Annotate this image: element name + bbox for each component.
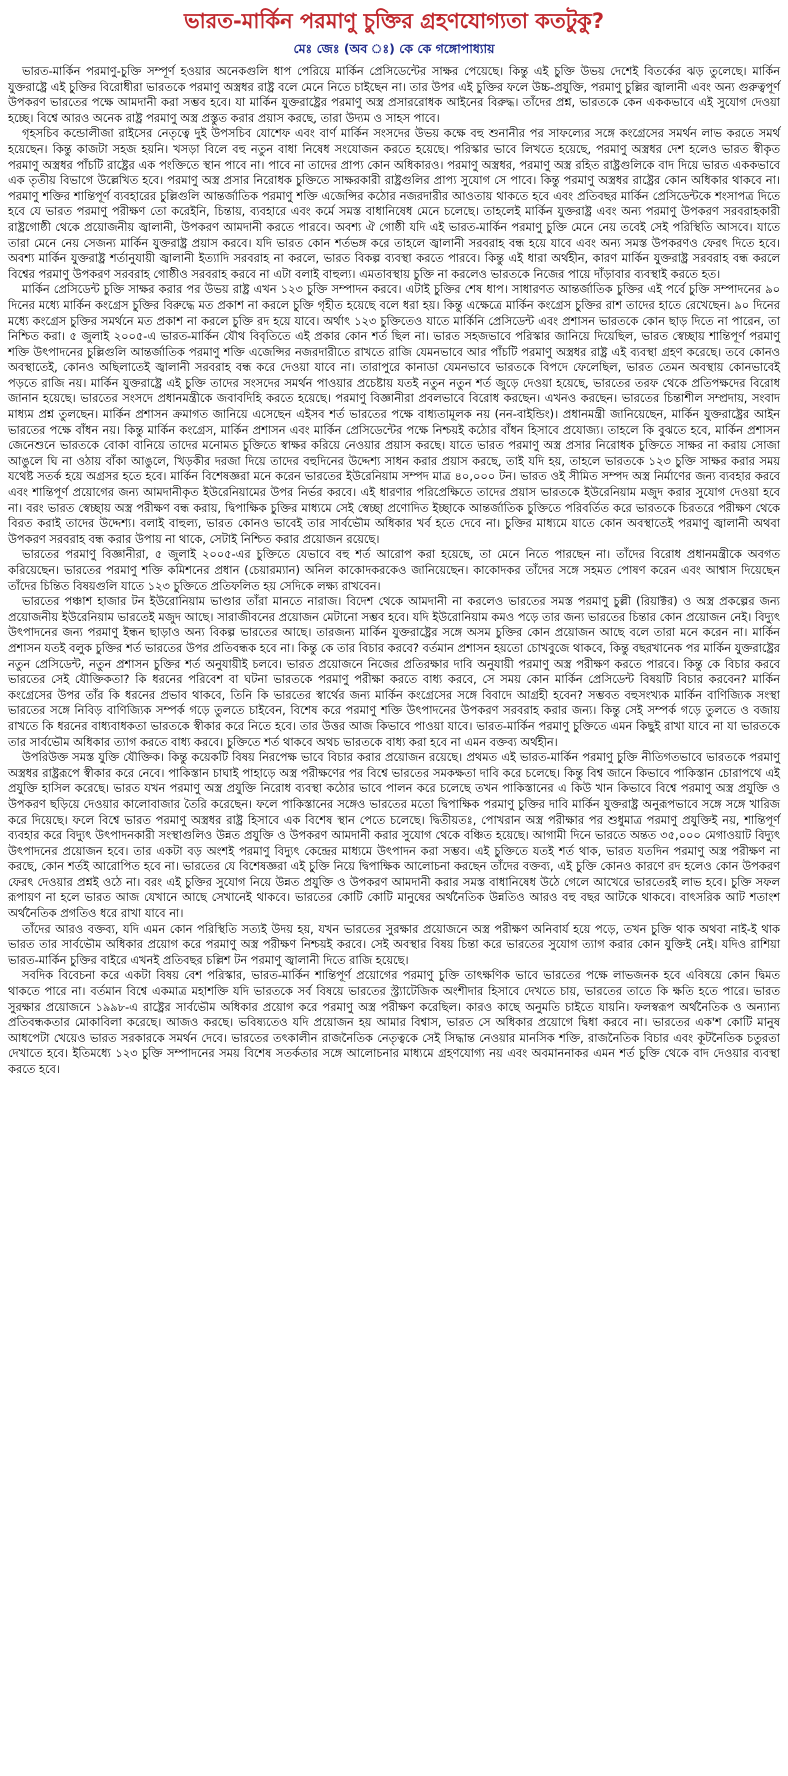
paragraph: ভারত-মার্কিন পরমাণু-চুক্তি সম্পূর্ণ হওয়ার অনেকগুলি ধাপ পেরিয়ে মার্কিন প্রেসিডেন্টের সাক্ষর পেয়েছে। কিন্তু এই চুক্তি উভয় দেশেই বিতর্কের ঝড় তুলেছে। মার্কিন যুক্তরাষ্ট্রে এই চুক্তির বিরোধীরা ভারতকে পরমাণু অস্ত্রধর রাষ্ট্র বলে মেনে নিতে চাইছেন না। তার উপর এই চুক্তির ফলে উচ্চ-প্রযুক্তি, পরমাণু চুল্লির জ্বালানী এবং অন্য গুরুত্বপূর্ণ উপকরণ ভারতের পক্ষে আমদানী করা সম্ভব হবে। যা মার্কিন যুক্তরাষ্ট্রের পরমাণু অস্ত্র প্রসাররোধক আইনের বিরুদ্ধ। তাঁদের প্রশ্ন, ভারতকে কেন এককভাবে এই সুযোগ দেওয়া হচ্ছে। বিশ্বে আরও অনেক রাষ্ট্র পরমাণু অস্ত্র প্রস্তুত করার প্রয়াস করছে, তারা উদ্যম ও সাহস পাবে।: [8, 64, 780, 125]
paragraph: গৃহসচিব কন্ডোলীজা রাইসের নেতৃত্বে দুই উপসচিব যোশেফ এবং বার্ণ মার্কিন সংসদের উভয় কক্ষে বহু শুনানীর পর সাফল্যের সঙ্গে কংগ্রেসের সমর্থন লাভ করতে সমর্থ হয়েছেন। কিন্তু কাজটা সহজ হয়নি। খসড়া বিলে বহু নতুন বাধা নিষেধ সংযোজন করতে হয়েছে। পরিস্কার ভাবে লিখতে হয়েছে, পরমাণু অস্ত্রধর দেশ হলেও ভারত স্বীকৃত পরমাণু অস্ত্রধর পাঁচটি রাষ্ট্রের এক পংক্তিতে স্থান পাবে না। পাবে না তাদের প্রাপ্য কোন অধিকারও। পরমাণু অস্ত্রধর, পরমাণু অস্ত্র রহিত রাষ্ট্রগুলিকে বাদ দিয়ে ভারত এককভাবে এক তৃতীয় বিভাগে উল্লেখিত হবে। পরমাণু অস্ত্র প্রসার নিরোধক চুক্তিতে সাক্ষরকারী রাষ্ট্রগুলির প্রাপ্য সুযোগ সে পাবে। কিন্তু পরমাণু অস্ত্রধর রাষ্ট্রের কোন অধিকার থাকবে না। পরমাণু শক্তির শান্তিপূর্ণ ব্যবহারের চুল্লিগুলি আন্তর্জাতিক পরমাণু শক্তি এজেন্সির কঠোর নজরদারীর আওতায় থাকতে হবে এবং প্রতিবছর মার্কিন প্রেসিডেন্টকে শংসাপত্র দিতে হবে যে ভারত পরমাণু পরীক্ষণ তো করেইনি, চিন্তায়, ব্যবহারে এবং কর্মে সমস্ত বাধানিষেধ মেনে চলেছে। তাহলেই মার্কিন যুক্তরাষ্ট্র এবং অন্য পরমাণু উপকরণ সরবরাহকারী রাষ্ট্রগোষ্ঠী থেকে প্রয়োজনীয় জ্বালানী, উপকরণ আমদানী করতে পারবে। অবশ্য ঐ গোষ্ঠী যদি এই ভারত-মার্কিন পরমাণু চুক্তি মেনে নেয় তবেই সেই পরিস্থিতি আসবে। যাতে তারা মেনে নেয় সেজন্য মার্কিন যুক্তরাষ্ট্র প্রয়াস করবে। যদি ভারত কোন শর্তভঙ্গ করে তাহলে জ্বালানী সরবরাহ বন্ধ হয়ে যাবে এবং অন্য সমস্ত উপকরণও ফেরৎ দিতে হবে। অবশ্য মার্কিন যুক্তরাষ্ট্র শর্তানুযায়ী জ্বালানী ইত্যাদি সরবরাহ না করলে, ভারত বিকল্প ব্যবস্থা করতে পারবে। কিন্তু এই ধারা অর্থহীন, কারণ মার্কিন যুক্তরাষ্ট্র সরবরাহ বন্ধ করলে বিশ্বের পরমাণু উপকরণ সরবরাহ গোষ্ঠীও সরবরাহ করবে না এটা বলাই বাহুল্য। এমতাবস্থায় চুক্তি না করলেও ভারতকে নিজের পায়ে দাঁড়াবার ব্যবস্থাই করতে হত।: [8, 126, 780, 281]
article-byline: মেঃ জেঃ (অব ঃ) কে কে গঙ্গোপাধ্যায়: [293, 41, 495, 56]
paragraph: মার্কিন প্রেসিডেন্ট চুক্তি সাক্ষর করার পর উভয় রাষ্ট্র এখন ১২৩ চুক্তি সম্পাদন করবে। এটাই চুক্তির শেষ ধাপ। সাধারণত আন্তর্জাতিক চুক্তির এই পর্বে চুক্তি সম্পাদনের ৯০ দিনের মধ্যে মার্কিন কংগ্রেস চুক্তির বিরুদ্ধে মত প্রকাশ না করলে চুক্তি গৃহীত হয়েছে বলে ধরা হয়। কিন্তু এক্ষেত্রে মার্কিন কংগ্রেস চুক্তির রাশ তাদের হাতে রেখেছেন। ৯০ দিনের মধ্যে কংগ্রেস চুক্তির সমর্থনে মত প্রকাশ না করলে চুক্তি রদ হয়ে যাবে। অর্থাৎ ১২৩ চুক্তিতেও যাতে মার্কিনি প্রেসিডেন্ট এবং প্রশাসন ভারতকে কোন ছাড় দিতে না পারেন, তা নিশ্চিত করা। ৫ জুলাই ২০০৫-এ ভারত-মার্কিন যৌথ বিবৃতিতে এই প্রকার কোন শর্ত ছিল না। ভারত সহজভাবে পরিস্কার জানিয়ে দিয়েছিল, ভারত স্বেচ্ছায় শান্তিপূর্ণ পরমাণু শক্তি উৎপাদনের চুল্লিগুলি আন্তর্জাতিক পরমাণু শক্তি এজেন্সির নজরদারীতে রাখতে রাজি যেমনভাবে আর পাঁচটি পরমাণু অস্ত্রধর রাষ্ট্র এই ব্যবস্থা গ্রহণ করেছে। তবে কোনও অবস্থাতেই, কোনও অছিলাতেই জ্বালানী সরবরাহ বন্ধ করে দেওয়া যাবে না। তারাপুরে কানাডা যেমনভাবে ভারতকে বিপদে ফেলেছিল, ভারত তেমন অবস্থায় কোনভাবেই পড়তে রাজি নয়। মার্কিন যুক্তরাষ্ট্রে এই চুক্তি তাদের সংসদের সমর্থন পাওয়ার প্রচেষ্টায় যতই নতুন নতুন শর্ত জুড়ে দেওয়া হয়েছে, ভারতের তরফ থেকে প্রতিপক্ষদের বিরোধ জানান হয়েছে। ভারতের সংসদে প্রধানমন্ত্রীকে জবাবদিহি করতে হয়েছে। পরমাণু বিজ্ঞানীরা প্রবলভাবে বিরোধ করছেন। এখনও করছেন। ভারতের চিন্তাশীল সম্প্রদায়, সংবাদ মাধ্যম প্রশ্ন তুলছেন। মার্কিন প্রশাসন ক্রমাগত জানিয়ে এসেছেন এইসব শর্ত ভারতের পক্ষে বাধ্যতামূলক নয় (নন-বাইন্ডিং)। প্রধানমন্ত্রী জানিয়েছেন, মার্কিন যুক্তরাষ্ট্রের আইন ভারতের পক্ষে বাঁধন নয়। কিন্তু মার্কিন কংগ্রেস, মার্কিন প্রশাসন এবং মার্কিন প্রেসিডেন্টের পক্ষে নিশ্চয়ই কঠোর বাঁধন হিসাবে প্রযোজ্য। তাহলে কি বুঝতে হবে, মার্কিন প্রশাসন জেনেশুনে ভারতকে বোকা বানিয়ে তাদের মনোমত চুক্তিতে স্বাক্ষর করিয়ে নেওয়ার প্রয়াস করছে। যাতে ভারত পরমাণু অস্ত্র প্রসার নিরোধক চুক্তিতে সাক্ষর না করায় সোজা আঙুলে ঘি না ওঠায় বাঁকা আঙুলে, খিড়কীর দরজা দিয়ে তাদের বহুদিনের উদ্দেশ্য সাধন করার প্রয়াস করছে, তাই যদি হয়, তাহলে ভারতকে ১২৩ চুক্তি সাক্ষর করার সময় যথেষ্ট সতর্ক হয়ে অগ্রসর হতে হবে। মার্কিন বিশেষজ্ঞরা মনে করেন ভারতের ইউরেনিয়াম সম্পদ মাত্র ৪০,০০০ টন। ভারত ওই সীমিত সম্পদ অস্ত্র নির্মাণের জন্য ব্যবহার করবে এবং শান্তিপূর্ণ প্রয়োগের জন্য আমদানীকৃত ইউরেনিয়ামের উপর নির্ভর করবে। এই ধারণার পরিপ্রেক্ষিতে তাদের প্রয়াস ভারতকে ইউরেনিয়াম মজুদ করার সুযোগ দেওয়া হবে না। বরং ভারত স্বেচ্ছায় অস্ত্র পরীক্ষণ বন্ধ করায়, দ্বিপাক্ষিক চুক্তির মাধ্যমে সেই স্বেচ্ছা প্রণোদিত ইচ্ছাকে আন্তর্জাতিক চুক্তিতে পরিবর্তিত করে ভারতকে চিরতরে পরীক্ষণ থেকে বিরত করাই তাদের উদ্দেশ্য। বলাই বাহুল্য, ভারত কোনও ভাবেই তার সার্বভৌম অধিকার খর্ব হতে দেবে না। চুক্তির মাধ্যমে যাতে কোন অবস্থাতেই পরমাণু জ্বালানী অথবা উপকরণ সরবরাহ বন্ধ করার উপায় না থাকে, সেটাই নিশ্চিত করার প্রয়োজন রয়েছে।: [8, 282, 780, 546]
article-title: ভারত-মার্কিন পরমাণু চুক্তির গ্রহণযোগ্যতা কতটুকু?: [183, 9, 605, 33]
paragraph: উপরিউক্ত সমস্ত যুক্তি যৌক্তিক। কিন্তু কয়েকটি বিষয় নিরপেক্ষ ভাবে বিচার করার প্রয়োজন রয়েছে। প্রথমত এই ভারত-মার্কিন পরমাণু চুক্তি নীতিগতভাবে ভারতকে পরমাণু অস্ত্রধর রাষ্ট্ররূপে স্বীকার করে নেবে। পাকিস্তান চাঘাই পাহাড়ে অস্ত্র পরীক্ষণের পর বিশ্বে ভারতের সমকক্ষতা দাবি করে চলেছে। কিন্তু বিশ্ব জানে কিভাবে পাকিস্তান চোরাপথে এই প্রযুক্তি হাসিল করেছে। ভারত যখন পরমাণু অস্ত্র প্রযুক্তি নিরোধ ব্যবস্থা কঠোর ভাবে পালন করে চলেছে তখন পাকিস্তানের এ কিউ খান কিভাবে বিশ্বে পরমাণু অস্ত্র প্রযুক্তি ও উপকরণ ছড়িয়ে দেওয়ার কালোবাজার তৈরি করেছেন। ফলে পাকিস্তানের সঙ্গেও ভারতের মতো দ্বিপাক্ষিক পরমাণু চুক্তির দাবি মার্কিন যুক্তরাষ্ট্র অনুরূপভাবে সঙ্গে সঙ্গে খারিজ করে দিয়েছে। ফলে বিশ্বে ভারত পরমাণু অস্ত্রধর রাষ্ট্র হিসাবে এক বিশেষ স্থান পেতে চলেছে। দ্বিতীয়তঃ, পোখরান অস্ত্র পরীক্ষার পর শুধুমাত্র পরমাণু প্রযুক্তিই নয়, শান্তিপূর্ণ ব্যবহার করে বিদ্যুৎ উৎপাদনকারী সংস্থাগুলিও উন্নত প্রযুক্তি ও উপকরণ আমদানী করার সুযোগ থেকে বঞ্চিত হয়েছে। আগামী দিনে ভারতে অন্তত ৩৫,০০০ মেগাওয়াট বিদ্যুৎ উৎপাদনের প্রয়োজন হবে। তার একটা বড় অংশই পরমাণু বিদ্যুৎ কেন্দ্রের মাধ্যমে উৎপাদন করা সম্ভব। এই চুক্তিতে যতই শর্ত থাক, ভারত যতদিন পরমাণু অস্ত্র পরীক্ষণ না করছে, কোন শর্তই আরোপিত হবে না। ভারতের যে বিশেষজ্ঞরা এই চুক্তি নিয়ে দ্বিপাক্ষিক আলোচনা করছেন তাঁদের বক্তব্য, এই চুক্তি কোনও কারণে রদ হলেও কোন উপকরণ ফেরৎ দেওয়ার প্রশ্নই ওঠে না। বরং এই চুক্তির সুযোগ নিয়ে উন্নত প্রযুক্তি ও উপকরণ আমদানী করার সমস্ত বাধানিষেধ উঠে গেলে আখেরে ভারতেরই লাভ হবে। চুক্তি সফল রূপায়ণ না হলে ভারত আজ যেখানে আছে সেখানেই থাকবে। ভারতের কোটি কোটি মানুষের অর্থনৈতিক উন্নতিও আরও বহু বছর আটকে থাকবে। বাৎসরিক আট শতাংশ অর্থনৈতিক প্রগতিও ধরে রাখা যাবে না।: [8, 750, 780, 921]
article-body: [8, 64, 780, 1078]
paragraph: ভারতের পরমাণু বিজ্ঞানীরা, ৫ জুলাই ২০০৫-এর চুক্তিতে যেভাবে বহু শর্ত আরোপ করা হয়েছে, তা মেনে নিতে পারছেন না। তাঁদের বিরোধ প্রধানমন্ত্রীকে অবগত করিয়েছেন। ভারতের পরমাণু শক্তি কমিশনের প্রধান (চেয়ারম্যান) অনিল কাকোদকরকেও জানিয়েছেন। কাকোদকর তাঁদের সঙ্গে সহমত পোষণ করেন এবং আশ্বাস দিয়েছেন তাঁদের চিন্তিত বিষয়গুলি যাতে ১২৩ চুক্তিতে প্রতিফলিত হয় সেদিকে লক্ষ্য রাখবেন।: [8, 547, 780, 593]
paragraph: সবদিক বিবেচনা করে একটা বিষয় বেশ পরিস্কার, ভারত-মার্কিন শান্তিপূর্ণ প্রয়োগের পরমাণু চুক্তি তাৎক্ষণিক ভাবে ভারতের পক্ষে লাভজনক হবে এবিষয়ে কোন দ্বিমত থাকতে পারে না। বর্তমান বিশ্বে একমাত্র মহাশক্তি যদি ভারতকে সর্ব বিষয়ে ভারতের স্ট্র্যাটেজিক অংশীদার হিসাবে দেখতে চায়, ভারতের তাতে কি ক্ষতি হতে পারে। ভারত সুরক্ষার প্রয়োজনে ১৯৯৮-এ রাষ্ট্রের সার্বভৌম অধিকার প্রয়োগ করে পরমাণু অস্ত্র পরীক্ষণ করেছিল। কারও কাছে অনুমতি চাইতে যায়নি। ফলস্বরূপ অর্থনৈতিক ও অন্যান্য প্রতিবন্ধকতার মোকাবিলা করেছে। আজও করছে। ভবিষ্যতেও যদি প্রয়োজন হয় আমার বিশ্বাস, ভারত সে অধিকার প্রয়োগে দ্বিধা করবে না। ভারতের এক'শ কোটি মানুষ আধপেটা খেয়েও ভারত সরকারকে সমর্থন দেবে। ভারতের তৎকালীন রাজনৈতিক নেতৃত্বকে সেই সিদ্ধান্ত নেওয়ার মানসিক শক্তি, রাজনৈতিক বিচার এবং কূটনৈতিক চতুরতা দেখাতে হবে। ইতিমধ্যে ১২৩ চুক্তি সম্পাদনের সময় বিশেষ সতর্কতার সঙ্গে আলোচনার মাধ্যমে গ্রহণযোগ্য নয় এবং অবমাননাকর এমন শর্ত চুক্তি থেকে বাদ দেওয়ার ব্যবস্থা করতে হবে।: [8, 968, 780, 1076]
paragraph: তাঁদের আরও বক্তব্য, যদি এমন কোন পরিস্থিতি সত্যই উদয় হয়, যখন ভারতের সুরক্ষার প্রয়োজনে অস্ত্র পরীক্ষণ অনিবার্য হয়ে পড়ে, তখন চুক্তি থাক অথবা নাই-ই থাক ভারত তার সার্বভৌম অধিকার প্রয়োগ করে পরমাণু অস্ত্র পরীক্ষণ নিশ্চয়ই করবে। সেই অবস্থার বিষয় চিন্তা করে ভারতের সুযোগ ত্যাগ করার কোন যুক্তিই নেই। যদিও রাশিয়া ভারত-মার্কিন চুক্তির বাইরে এখনই প্রতিবছর চল্লিশ টন পরমাণু জ্বালানী দিতে রাজি হয়েছে।: [8, 921, 780, 967]
paragraph: ভারতের পঞ্চাশ হাজার টন ইউরোনিয়াম ভাণ্ডার তাঁরা মানতে নারাজ। বিদেশ থেকে আমদানী না করলেও ভারতের সমস্ত পরমাণু চুল্লী (রিয়াক্টর) ও অস্ত্র প্রকল্পের জন্য প্রয়োজনীয় ইউরেনিয়াম ভারতেই মজুদ আছে। সারাজীবনের প্রয়োজন মেটানো সম্ভব হবে। যদি ইউরোনিয়াম কমও পড়ে তার জন্য ভারতের চিন্তার কোন প্রয়োজন নেই। বিদ্যুৎ উৎপাদনের জন্য পরমাণু ইন্ধন ছাড়াও অন্য বিকল্প ভারতের আছে। তারজন্য মার্কিন যুক্তরাষ্ট্রের সঙ্গে অসম চুক্তির কোন প্রয়োজন আছে বলে তারা মনে করেন না। মার্কিন প্রশাসন যতই বলুক চুক্তির শর্ত ভারতের উপর প্রতিবন্ধক হবে না। কিন্তু কে তার বিচার করবে? বর্তমান প্রশাসন হয়তো চোখবুজে থাকবে, কিন্তু বছরখানেক পর মার্কিন যুক্তরাষ্ট্রের নতুন প্রেসিডেন্ট, নতুন প্রশাসন চুক্তির শর্ত অনুযায়ীই চলবে। ভারত প্রয়োজনে নিজের প্রতিরক্ষার দাবি অনুযায়ী পরমাণু অস্ত্র পরীক্ষণ করতে পারবে। কিন্তু কে বিচার করবে ভারতের সেই যৌক্তিকতা? কি ধরনের পরিবেশ বা ঘটনা ভারতকে পরমাণু পরীক্ষা করতে বাধ্য করবে, সে সময় কোন মার্কিন প্রেসিডেন্ট বিষয়টি বিচার করবেন? মার্কিন কংগ্রেসের উপর তাঁর কি ধরনের প্রভাব থাকবে, তিনি কি ভারতের স্বার্থের জন্য মার্কিন কংগ্রেসের সঙ্গে বিবাদে আগ্রহী হবেন? সম্ভবত বহুসংখ্যক মার্কিন বাণিজ্যিক সংস্থা ভারতের সঙ্গে নিবিড় বাণিজ্যিক সম্পর্ক গড়ে তুলতে চাইবেন, বিশেষ করে পরমাণু শক্তি উৎপাদনের উপকরণ সরবরাহ করার জন্য। কিন্তু সেই সম্পর্ক গড়ে তুলতে ও বজায় রাখতে কি ধরনের বাধ্যবাধকতা ভারতকে স্বীকার করে নিতে হবে। তার উত্তর আজ কিভাবে পাওয়া যাবে। ভারত-মার্কিন পরমাণু চুক্তিতে এমন কিছুই রাখা যাবে না যা ভারতকে তার সার্বভৌম অধিকার ত্যাগ করতে বাধ্য করবে। চুক্তিতে শর্ত থাকবে অথচ ভারতকে বাধ্য করা হবে না এমন বক্তব্য অর্থহীন।: [8, 594, 780, 749]
